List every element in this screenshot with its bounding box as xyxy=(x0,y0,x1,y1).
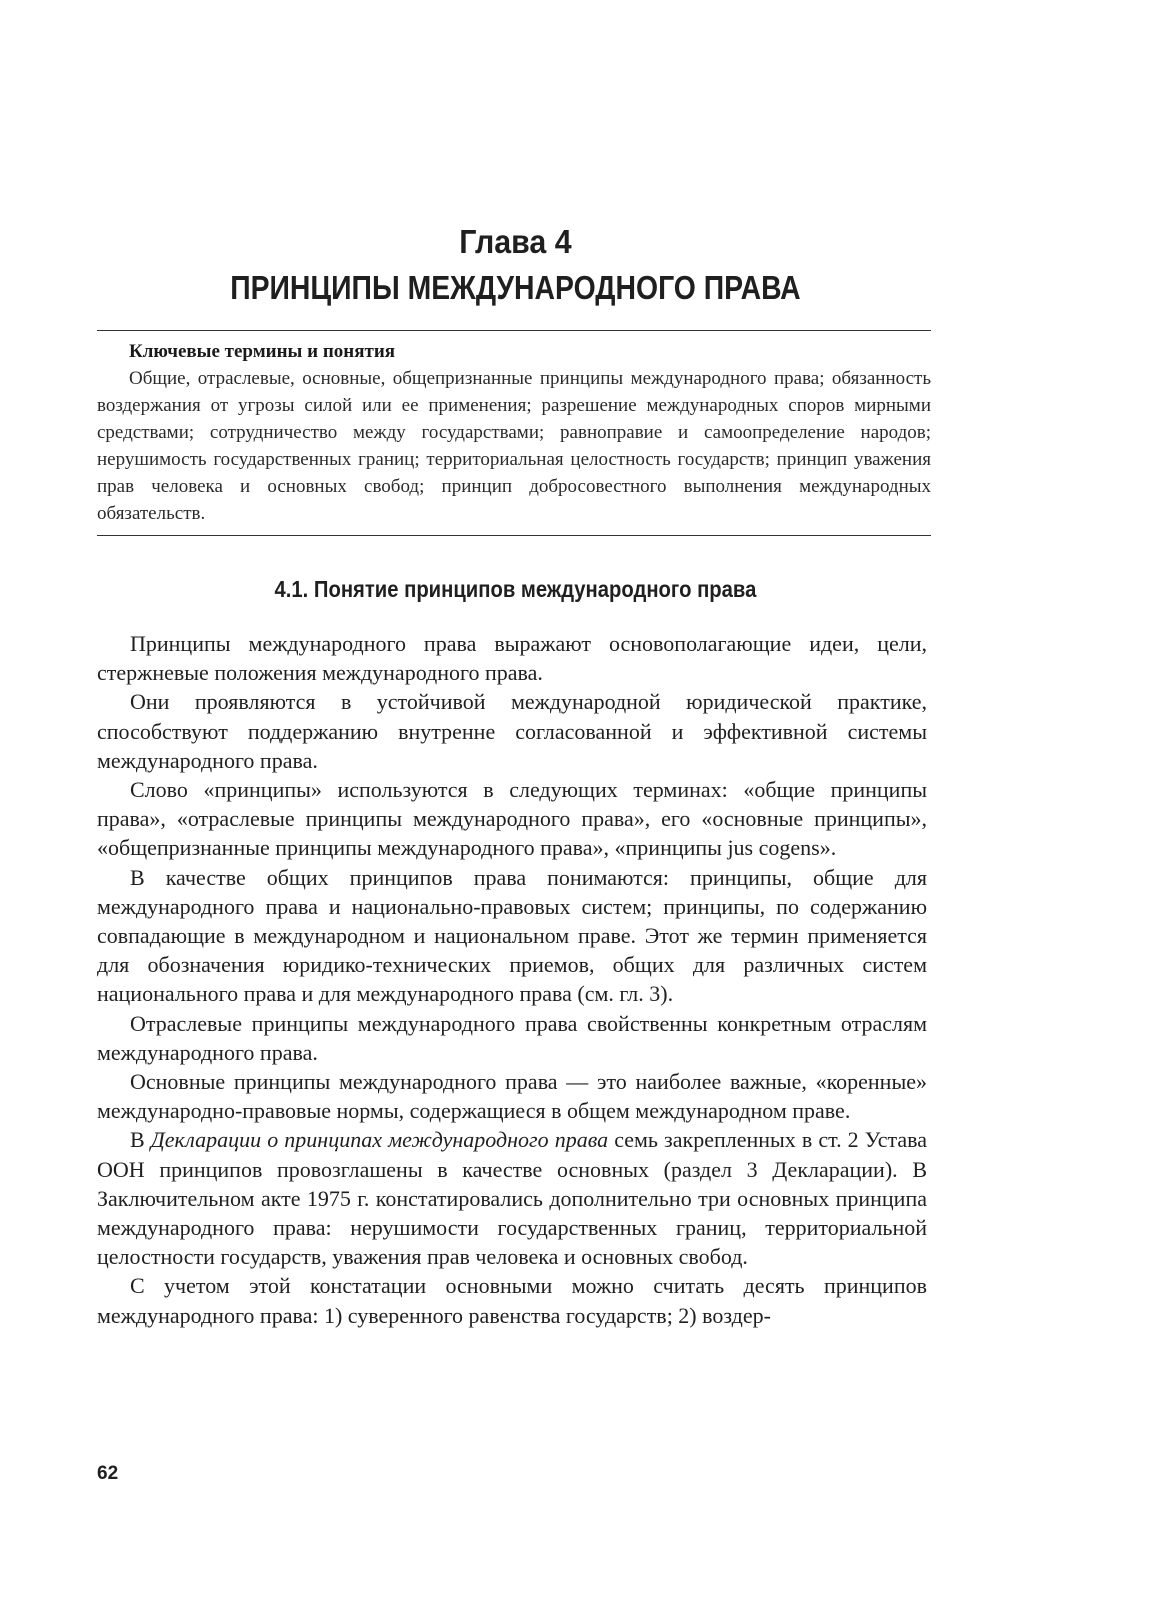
paragraph: Основные принципы международного права — это наиболее важные, «коренные» международно-правовые нормы, содержащиеся в общем международном праве. xyxy=(97,1069,927,1124)
key-terms-top-rule xyxy=(97,330,931,331)
declaration-prefix: В xyxy=(130,1127,151,1153)
chapter-label: Глава 4 xyxy=(459,223,572,260)
paragraph: Они проявляются в устойчивой международной юридической практике, способствуют поддержанию внутренне согласованной и эффективной системы международного права. xyxy=(97,689,927,773)
paragraph: Отраслевые принципы международного права свойственны конкретным отраслям международного права. xyxy=(97,1010,927,1065)
key-terms-heading: Ключевые термины и понятия xyxy=(129,341,396,362)
declaration-title-italic: Декларации о принципах международного права xyxy=(150,1127,609,1153)
key-terms-bottom-rule xyxy=(97,535,931,536)
key-terms-text: Общие, отраслевые, основные, общепризнанные принципы международного права; обязанность воздержания от угрозы силой или ее применения; разрешение международных споров мирными средствами; сотрудничество между государствами; равноправие и самоопределение народов; нерушимость государственных границ; территориальная целостность государств; принцип уважения прав человека и основных свобод; принцип добросовестного выполнения международных обязательств. xyxy=(97,368,931,524)
declaration-suffix: семь закрепленных в ст. 2 Устава ООН принципов провозглашены в качестве основных (раздел 3 Декларации). В Заключительном акте 1975 г. констатировались дополнительно три основных принципа международного права: нерушимости государственных границ, территориальной целостности государств, уважения прав человека и основных свобод. xyxy=(97,1127,927,1270)
body-text xyxy=(97,629,927,1330)
section-title: 4.1. Понятие принципов международного права xyxy=(274,576,757,602)
chapter-title: ПРИНЦИПЫ МЕЖДУНАРОДНОГО ПРАВА xyxy=(230,269,801,306)
paragraph: В качестве общих принципов права понимаются: принципы, общие для международного права и национально-правовых систем; принципы, по содержанию совпадающие в международном и национальном праве. Этот же термин применяется для обозначения юридико-технических приемов, общих для различных систем национального права и для международного права (см. гл. 3). xyxy=(97,864,927,1007)
paragraph: С учетом этой констатации основными можно считать десять принципов международного права: 1) суверенного равенства государств; 2) воздер- xyxy=(97,1273,927,1328)
page-number: 62 xyxy=(97,1463,119,1484)
paragraph: Слово «принципы» используются в следующих терминах: «общие принципы права», «отраслевые принципы международного права», его «основные принципы», «общепризнанные принципы международного права», «принципы jus cogens». xyxy=(97,777,927,861)
declaration-paragraph xyxy=(97,1125,927,1271)
paragraph: Принципы международного права выражают основополагающие идеи, цели, стержневые положения международного права. xyxy=(97,631,927,686)
key-terms-box xyxy=(97,338,931,527)
